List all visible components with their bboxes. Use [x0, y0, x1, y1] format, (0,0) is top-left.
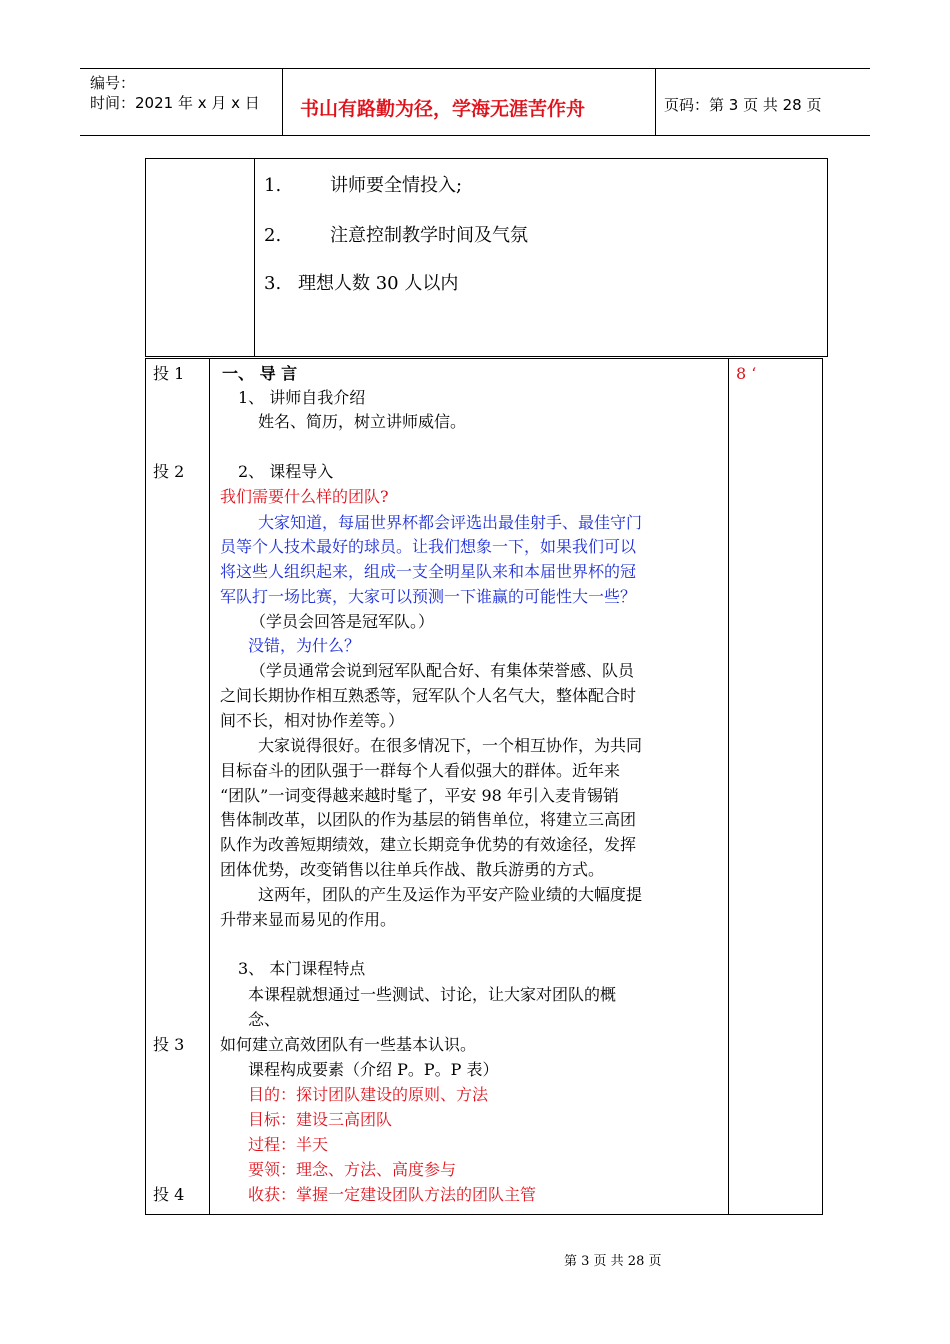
- header-page-number: 页码：第 3 页 共 28 页: [664, 96, 822, 114]
- paragraph-line: 升带来显而易见的作用。: [220, 910, 397, 929]
- lesson-table-divider-right: [728, 358, 729, 1215]
- course-element: 目标：建设三高团队: [248, 1110, 393, 1129]
- scenario-line: 军队打一场比赛，大家可以预测一下谁赢的可能性大一些？: [220, 587, 637, 606]
- paragraph-line: 大家说得很好。在很多情况下，一个相互协作，为共同: [258, 736, 643, 755]
- document-date-label: 时间：2021 年 x 月 x 日: [90, 94, 260, 112]
- header-divider-right: [655, 68, 656, 136]
- section-title: 一、 导 言: [222, 364, 298, 383]
- note-item-2-number: 2.: [264, 225, 282, 246]
- follow-up-question: 没错，为什么？: [248, 636, 361, 655]
- slide-marker-1: 投 1: [153, 364, 185, 383]
- slide-marker-2: 投 2: [153, 462, 185, 481]
- course-element: 目的：探讨团队建设的原则、方法: [248, 1085, 489, 1104]
- scenario-line: 大家知道，每届世界杯都会评选出最佳射手、最佳守门: [258, 513, 643, 532]
- course-element: 过程：半天: [248, 1135, 329, 1154]
- scenario-line: 将这些人组织起来，组成一支全明星队来和本届世界杯的冠: [220, 562, 637, 581]
- slide-marker-4: 投 4: [153, 1185, 185, 1204]
- paragraph-line: 售体制改革，以团队的作为基层的销售单位，将建立三高团: [220, 810, 637, 829]
- paragraph-line: 目标奋斗的团队强于一群每个人看似强大的群体。近年来: [220, 761, 621, 780]
- course-elements-title: 课程构成要素（介绍 P。P。P 表）: [248, 1060, 499, 1079]
- paragraph-line: 本课程就想通过一些测试、讨论，让大家对团队的概: [248, 985, 617, 1004]
- guiding-question: 我们需要什么样的团队?: [220, 487, 389, 506]
- note-item-1-text: 讲师要全情投入;: [330, 175, 463, 196]
- expected-answer: （学员会回答是冠军队。）: [250, 612, 435, 631]
- item-1-description: 姓名、简历，树立讲师威信。: [258, 412, 467, 431]
- paragraph-line: 团体优势，改变销售以往单兵作战、散兵游勇的方式。: [220, 860, 605, 879]
- notes-box-divider: [254, 158, 255, 357]
- paragraph-line: 如何建立高效团队有一些基本认识。: [220, 1035, 477, 1054]
- note-item-3-text: 理想人数 30 人以内: [298, 273, 459, 294]
- header-top-rule: [80, 68, 870, 69]
- notes-box: [145, 158, 828, 357]
- scenario-line: 员等个人技术最好的球员。让我们想象一下，如果我们可以: [220, 537, 637, 556]
- lesson-table-divider-left: [209, 358, 210, 1215]
- time-allocation: 8 ‘: [736, 364, 757, 383]
- answer-line: （学员通常会说到冠军队配合好、有集体荣誉感、队员: [250, 661, 635, 680]
- paragraph-line: 念、: [248, 1010, 281, 1029]
- paragraph-line: “团队”一词变得越来越时髦了，平安 98 年引入麦肯锡销: [220, 786, 619, 805]
- page-footer: 第 3 页 共 28 页: [564, 1254, 662, 1269]
- note-item-3-number: 3.: [264, 273, 282, 294]
- answer-line: 之间长期协作相互熟悉等，冠军队个人名气大，整体配合时: [220, 686, 637, 705]
- header-bottom-rule: [80, 135, 870, 136]
- note-item-1-number: 1.: [264, 175, 282, 196]
- note-item-2-text: 注意控制教学时间及气氛: [330, 225, 528, 246]
- paragraph-line: 这两年，团队的产生及运作为平安产险业绩的大幅度提: [258, 885, 643, 904]
- item-3-title: 3、 本门课程特点: [238, 959, 366, 978]
- answer-line: 间不长，相对协作差等。）: [220, 711, 405, 730]
- header-motto: 书山有路勤为径，学海无涯苦作舟: [300, 98, 586, 120]
- header-divider-left: [282, 68, 283, 136]
- document-number-label: 编号：: [90, 74, 136, 92]
- item-1-title: 1、 讲师自我介绍: [238, 388, 366, 407]
- paragraph-line: 队作为改善短期绩效，建立长期竞争优势的有效途径，发挥: [220, 835, 637, 854]
- slide-marker-3: 投 3: [153, 1035, 185, 1054]
- course-element: 收获：掌握一定建设团队方法的团队主管: [248, 1185, 537, 1204]
- item-2-title: 2、 课程导入: [238, 462, 334, 481]
- course-element: 要领：理念、方法、高度参与: [248, 1160, 457, 1179]
